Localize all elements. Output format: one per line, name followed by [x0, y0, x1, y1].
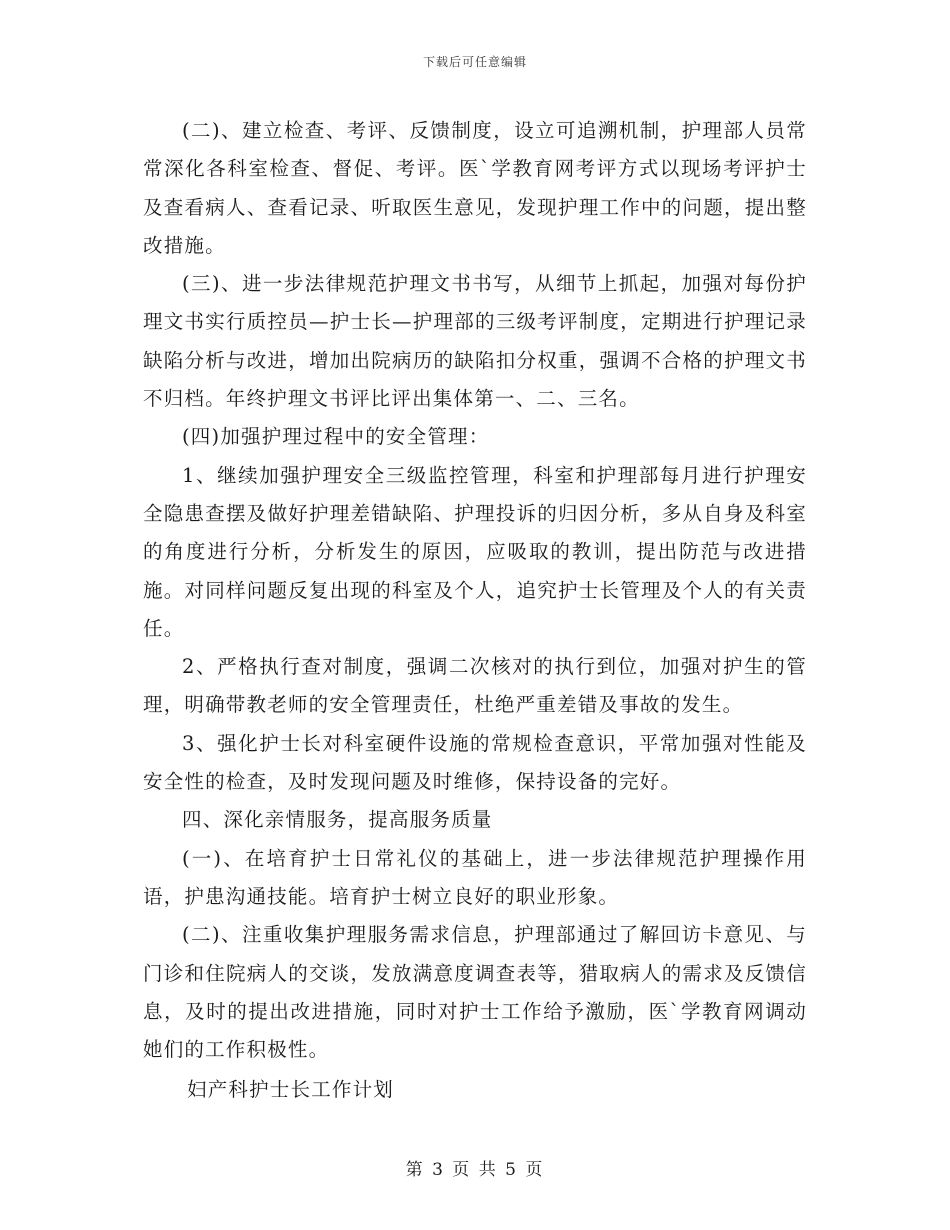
- document-body: [143, 112, 807, 1069]
- paragraph-feedback: (二)、注重收集护理服务需求信息，护理部通过了解回访卡意见、与门诊和住院病人的交谈，发放满意度调查表等，猎取病人的需求及反馈信息，及时的提出改进措施，同时对护士工作给予激励，医`学教育网调动她们的工作积极性。: [143, 923, 807, 1062]
- paragraph-safety-heading: (四)加强护理过程中的安全管理：: [182, 425, 490, 449]
- paragraph-nursing-documents: (三)、进一步法律规范护理文书书写，从细节上抓起，加强对每份护理文书实行质控员—护士长—护理部的三级考评制度，定期进行护理记录缺陷分析与改进，增加出院病历的缺陷扣分权重，强调不合格的护理文书不归档。年终护理文书评比评出集体第一、二、三名。: [143, 272, 807, 411]
- paragraph-etiquette: (一)、在培育护士日常礼仪的基础上，进一步法律规范护理操作用语，护患沟通技能。培育护士树立良好的职业形象。: [143, 846, 807, 908]
- section-heading-service: 四、深化亲情服务，提高服务质量: [182, 808, 493, 832]
- page-footer: 第 3 页 共 5 页: [405, 1160, 545, 1180]
- paragraph-safety-item-2: 2、严格执行查对制度，强调二次核对的执行到位，加强对护生的管理，明确带教老师的安全管理责任，杜绝严重差错及事故的发生。: [143, 655, 807, 717]
- section-title: 妇产科护士长工作计划: [187, 1078, 395, 1101]
- paragraph-safety-item-3: 3、强化护士长对科室硬件设施的常规检查意识，平常加强对性能及安全性的检查，及时发现问题及时维修，保持设备的完好。: [143, 731, 807, 794]
- page-header: 下载后可任意编辑: [422, 55, 527, 69]
- paragraph-inspection-system: (二)、建立检查、考评、反馈制度，设立可追溯机制，护理部人员常常深化各科室检查、督促、考评。医`学教育网考评方式以现场考评护士及查看病人、查看记录、听取医生意见，发现护理工作中的问题，提出整改措施。: [143, 119, 807, 257]
- paragraph-safety-item-1: 1、继续加强护理安全三级监控管理，科室和护理部每月进行护理安全隐患查摆及做好护理差错缺陷、护理投诉的归因分析，多从自身及科室的角度进行分析，分析发生的原因，应吸取的教训，提出防范与改进措施。对同样问题反复出现的科室及个人，追究护士长管理及个人的有关责任。: [143, 463, 807, 640]
